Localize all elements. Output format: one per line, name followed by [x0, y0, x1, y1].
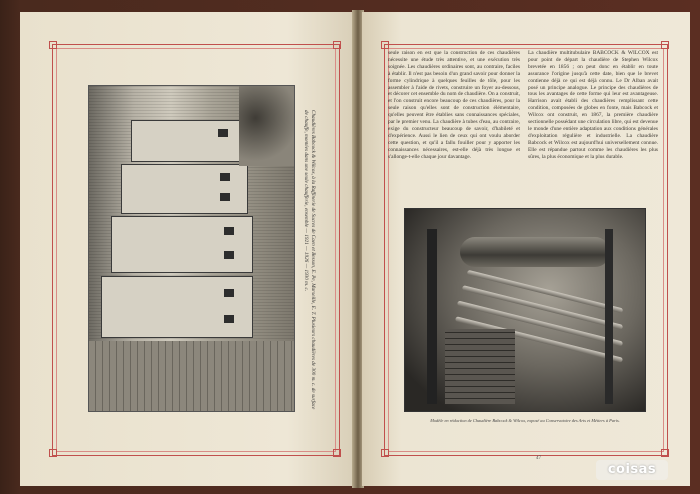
watermark-logo: coisas [596, 460, 668, 480]
boiler-unit [111, 216, 253, 273]
photo-caption: Modèle en réduction de Chaudière Babcock & Wilcox, exposé au Conservatoire des Arts et Métiers à Paris. [430, 418, 620, 423]
foliage [239, 86, 294, 166]
boiler-model-photo [404, 208, 646, 412]
page-number: 47 [536, 456, 541, 461]
right-page-corner-ornament [661, 449, 669, 457]
right-page-corner-ornament [381, 449, 389, 457]
right-page-corner-ornament [661, 41, 669, 49]
engraving-caption: Chaudières Babcock & Wilcox, à la Raffinerie de Sucres de Caen et Besson, E. Pe, Marseille, E. T. Plusieurs chaudières de 300 m. c. de surface de chauffe, montées dans une seule chaufferie, ensemble — 1921 — 1926 — 1930 m. c. [303, 110, 316, 410]
left-page-corner-ornament [49, 449, 57, 457]
body-text-column-1: seule raison en est que la construction de ces chaudières nécessite une étude très attentive, et une exécution très soignée. Les chaudières ordinaires sont, au contraire, faciles à établir. Il n'est pas besoin d'un grand savoir pour donner la forme cylindrique à quelques feuilles de tôle, pour les assembler à l'aide de rivets, construire un foyer au-dessous, et décorer cet ensemble du nom de chaudière. On a construit, et l'on construit encore beaucoup de ces chaudières, pour la seule raison qu'elles sont de construction élémentaire, qu'elles peuvent être établies sans connaissances spéciales, par le premier venu. La chaudière à tubes d'eau, au contraire, exige du constructeur beaucoup de savoir, d'habileté et d'expérience. Aussi le lien de ceux qui ont voulu aborder cette question, et qu'il a fallu fouiller pour y apporter les connaissances nécessaires, est-elle déjà très longue et s'allonge-t-elle chaque jour davantage. [388, 50, 520, 160]
floor [89, 341, 294, 411]
steam-drum [460, 237, 610, 267]
frame-column [605, 229, 613, 404]
brick-setting [445, 329, 515, 404]
boiler-unit [121, 164, 248, 214]
right-page-corner-ornament [381, 41, 389, 49]
left-page-corner-ornament [333, 41, 341, 49]
left-page-corner-ornament [49, 41, 57, 49]
boiler-unit [131, 120, 243, 162]
boiler-engraving [88, 85, 295, 412]
boiler-unit [101, 276, 253, 338]
left-page-corner-ornament [333, 449, 341, 457]
body-text-column-2: La chaudière multitubulaire BABCOCK & WILCOX est pour point de départ la chaudière de Stephen Wilcox brevetée en 1856 ; on peut donc en établir en toute assurance l'origine jusqu'à cette date, bien que le brevet contienne déjà ce qui est déjà connu. Le Dr Alban avait posé un principe analogue. Le principe des chaudières de tous les avantages de cette forme qui leur est avantageuse. Harrison avait établi des chaudières remplissant cette condition, composées de globes en fonte, mais Babcock et Wilcox ont construit, en 1867, la première chaudière sectionnelle possédant une circulation libre, qui est devenue le monde d'une entière adaptation aux conditions générales d'exploitation régulière et industrielle. La chaudière Babcock et Wilcox est aujourd'hui universellement connue. Elle est répandue partout comme les chaudières les plus sûres, la plus économique et la plus durable. [528, 50, 658, 160]
frame-column [427, 229, 437, 404]
